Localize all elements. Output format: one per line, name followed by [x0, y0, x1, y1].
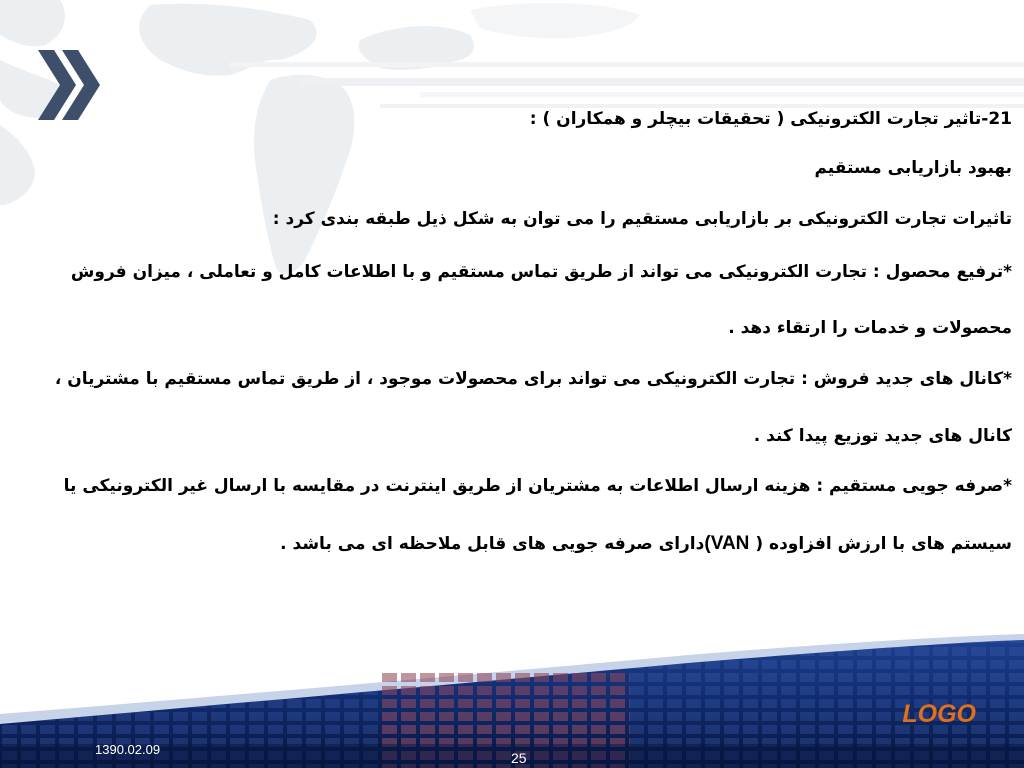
header-bars	[0, 0, 1024, 120]
van-abbreviation: (VAN	[704, 533, 750, 554]
paragraph-3-line-1: *صرفه جویی مستقیم : هزینه ارسال اطلاعات به مشتریان از طریق اینترنت در مقایسه با ارسال غیر الکترونیکی یا	[63, 476, 1012, 496]
paragraph-2-line-2: کانال های جدید توزیع پیدا کند .	[753, 426, 1012, 446]
paragraph-3-line-2-start: سیستم های با ارزش افزاوده (	[755, 534, 1012, 554]
paragraph-2-line-1: *کانال های جدید فروش : تجارت الکترونیکی می تواند برای محصولات موجود ، از طریق تماس مستقیم با مشتریان ،	[54, 369, 1012, 389]
footer-date: 1390.02.09	[95, 742, 161, 757]
intro-text: تاثیرات تجارت الکترونیکی بر بازاریابی مستقیم را می توان به شکل ذیل طبقه بندی کرد :	[272, 209, 1012, 229]
slide-content	[12, 106, 1012, 561]
paragraph-1-line-1: *ترفیع محصول : تجارت الکترونیکی می تواند از طریق تماس مستقیم و با اطلاعات کامل و تعاملی ، میزان فروش	[70, 262, 1012, 282]
slide-heading: 21-تاثیر تجارت الکترونیکی ( تحقیقات بیچلر و همکاران ) :	[529, 109, 1012, 129]
paragraph-3-line-2	[12, 531, 1012, 561]
paragraph-1-line-2: محصولات و خدمات را ارتقاء دهد .	[728, 318, 1012, 338]
paragraph-3-line-2-end: دارای صرفه جویی های قابل ملاحظه ای می باشد .	[280, 534, 705, 554]
slide-subheading: بهبود بازاریابی مستقیم	[814, 158, 1012, 178]
page-number: 25	[511, 750, 527, 766]
logo-text: LOGO	[902, 700, 976, 728]
